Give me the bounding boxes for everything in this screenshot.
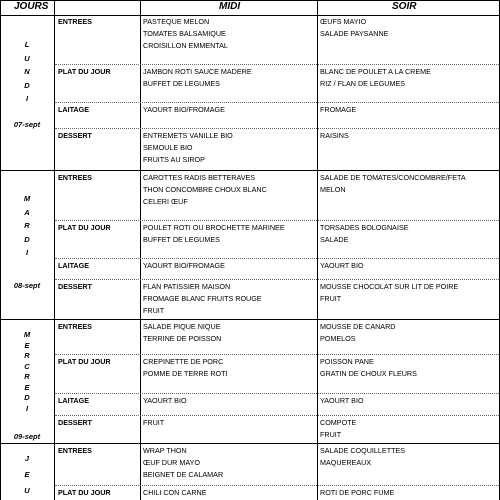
day-letter: E: [24, 340, 30, 350]
day-letter: R: [24, 351, 30, 360]
midi-item: TERRINE DE POISSON: [143, 334, 222, 343]
midi-item: YAOURT BIO: [143, 396, 187, 405]
category-label: DESSERT: [58, 131, 92, 140]
midi-item: POMME DE TERRE ROTI: [143, 369, 228, 378]
midi-item: CELERI ŒUF: [143, 197, 188, 206]
soir-item: SALADE: [320, 235, 349, 244]
midi-item: CHILI CON CARNE: [143, 488, 207, 497]
day-divider: [0, 443, 500, 444]
soir-item: RAISINS: [320, 131, 349, 140]
day-letter: I: [25, 94, 29, 103]
day-letter: L: [24, 40, 30, 49]
day-letter: R: [24, 372, 30, 381]
midi-item: FROMAGE BLANC FRUITS ROUGE: [143, 294, 262, 303]
day-letter: M: [23, 194, 31, 203]
category-label: PLAT DU JOUR: [58, 67, 111, 76]
day-divider: [0, 170, 500, 171]
midi-item: CREPINETTE DE PORC: [143, 357, 224, 366]
section-divider: [55, 102, 499, 103]
day-divider: [0, 319, 500, 320]
midi-item: POULET ROTI OU BROCHETTE MARINEE: [143, 223, 285, 232]
midi-item: YAOURT BIO/FROMAGE: [143, 261, 225, 270]
soir-item: YAOURT BIO: [320, 261, 364, 270]
soir-item: MELON: [320, 185, 346, 194]
day-letter: A: [24, 207, 30, 217]
day-letter: I: [25, 403, 29, 413]
midi-item: ŒUF DUR MAYO: [143, 458, 200, 467]
midi-item: PASTEQUE MELON: [143, 17, 210, 26]
midi-item: FRUITS AU SIROP: [143, 155, 205, 164]
soir-item: ŒUFS MAYIO: [320, 17, 367, 26]
midi-item: SALADE PIQUE NIQUE: [143, 322, 221, 331]
soir-item: FRUIT: [320, 430, 342, 439]
soir-item: MAQUEREAUX: [320, 458, 372, 467]
soir-item: SALADE COQUILLETTES: [320, 446, 406, 455]
day-letter: D: [24, 393, 30, 402]
day-letter: D: [24, 234, 30, 244]
day-date: 09-sept: [13, 432, 41, 441]
midi-item: BEIGNET DE CALAMAR: [143, 470, 224, 479]
category-label: LAITAGE: [58, 396, 90, 405]
midi-item: YAOURT BIO/FROMAGE: [143, 105, 225, 114]
day-date: 08-sept: [13, 281, 41, 290]
section-divider: [55, 393, 499, 394]
section-divider: [55, 485, 499, 486]
category-label: DESSERT: [58, 282, 92, 291]
section-divider: [55, 279, 499, 280]
column-divider: [317, 0, 318, 500]
soir-item: MOUSSE CHOCOLAT SUR LIT DE POIRE: [320, 282, 459, 291]
day-letter: J: [24, 454, 30, 463]
midi-item: FRUIT: [143, 418, 165, 427]
category-label: PLAT DU JOUR: [58, 488, 111, 497]
category-label: DESSERT: [58, 418, 92, 427]
day-letter: C: [24, 361, 30, 371]
midi-item: FRUIT: [143, 306, 165, 315]
category-label: LAITAGE: [58, 261, 90, 270]
category-label: PLAT DU JOUR: [58, 357, 111, 366]
soir-item: POMELOS: [320, 334, 356, 343]
midi-item: CAROTTES RADIS BETTERAVES: [143, 173, 256, 182]
day-letter: D: [24, 80, 30, 90]
midi-item: JAMBON ROTI SAUCE MADERE: [143, 67, 252, 76]
midi-item: WRAP THON: [143, 446, 187, 455]
day-letter: I: [25, 248, 29, 257]
category-label: ENTREES: [58, 322, 92, 331]
day-letter: R: [24, 221, 30, 230]
midi-item: FLAN PATISSIER MAISON: [143, 282, 231, 291]
midi-item: TOMATES BALSAMIQUE: [143, 29, 226, 38]
column-divider: [140, 0, 141, 500]
soir-item: POISSON PANE: [320, 357, 374, 366]
row-divider: [0, 0, 500, 1]
section-divider: [55, 64, 499, 65]
midi-item: ENTREMETS VANILLE BIO: [143, 131, 233, 140]
soir-item: MOUSSE DE CANARD: [320, 322, 396, 331]
category-label: ENTREES: [58, 173, 92, 182]
soir-item: SALADE DE TOMATES/CONCOMBRE/FETA: [320, 173, 466, 182]
soir-item: RIZ / FLAN DE LEGUMES: [320, 79, 406, 88]
day-letter: U: [24, 486, 30, 495]
header-midi: MIDI: [219, 1, 241, 12]
category-label: PLAT DU JOUR: [58, 223, 111, 232]
section-divider: [55, 258, 499, 259]
soir-item: BLANC DE POULET A LA CREME: [320, 67, 431, 76]
midi-item: SEMOULE BIO: [143, 143, 193, 152]
section-divider: [55, 354, 499, 355]
midi-item: BUFFET DE LEGUMES: [143, 79, 220, 88]
soir-item: YAOURT BIO: [320, 396, 364, 405]
midi-item: BUFFET DE LEGUMES: [143, 235, 220, 244]
midi-item: CROISILLON EMMENTAL: [143, 41, 228, 50]
section-divider: [55, 128, 499, 129]
soir-item: SALADE PAYSANNE: [320, 29, 389, 38]
soir-item: GRATIN DE CHOUX FLEURS: [320, 369, 417, 378]
section-divider: [55, 220, 499, 221]
category-label: ENTREES: [58, 17, 92, 26]
day-letter: E: [24, 470, 30, 479]
day-letter: M: [23, 330, 31, 339]
day-letter: E: [24, 382, 30, 392]
header-jours: JOURS: [14, 1, 49, 12]
category-label: LAITAGE: [58, 105, 90, 114]
day-letter: N: [24, 67, 30, 76]
soir-item: FRUIT: [320, 294, 342, 303]
day-date: 07-sept: [13, 120, 41, 129]
soir-item: FROMAGE: [320, 105, 357, 114]
soir-item: TORSADES BOLOGNAISE: [320, 223, 409, 232]
category-label: ENTREES: [58, 446, 92, 455]
soir-item: COMPOTE: [320, 418, 357, 427]
day-letter: U: [24, 53, 30, 63]
soir-item: ROTI DE PORC FUME: [320, 488, 395, 497]
section-divider: [55, 415, 499, 416]
header-soir: SOIR: [392, 1, 417, 12]
midi-item: THON CONCOMBRE CHOUX BLANC: [143, 185, 267, 194]
